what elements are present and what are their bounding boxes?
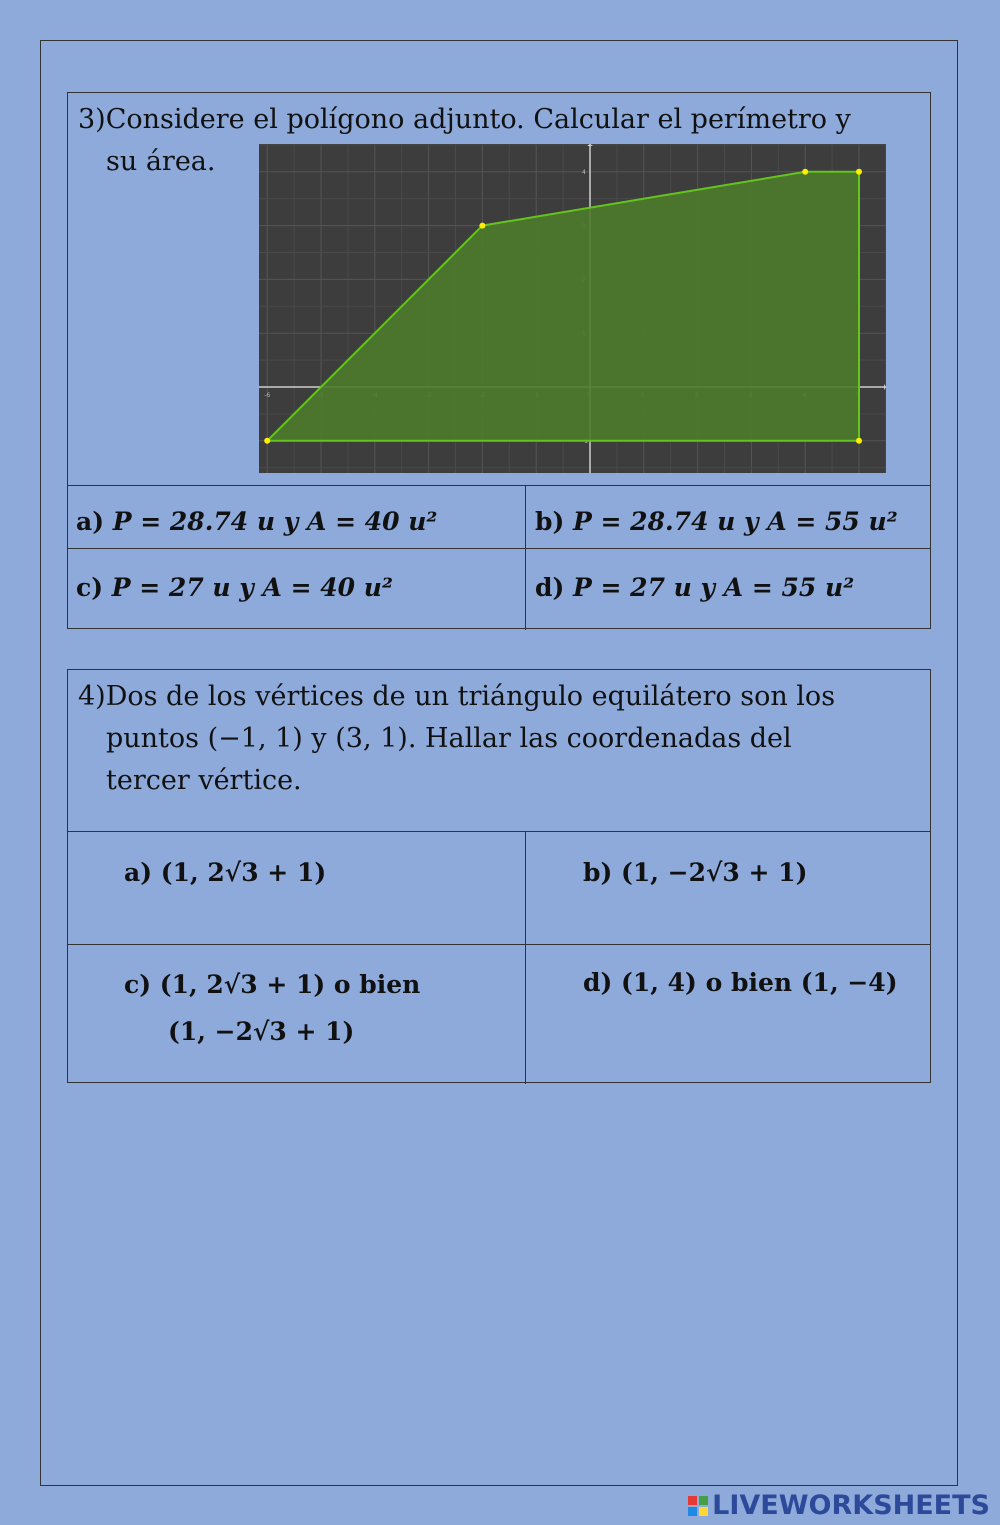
- option-label: d): [535, 573, 565, 602]
- polygon-vertex: [479, 223, 485, 229]
- liveworksheets-logo: [688, 1490, 990, 1521]
- option-text: (1, 2√3 + 1): [160, 858, 327, 887]
- divider: [68, 548, 930, 549]
- option-label: b): [583, 858, 613, 887]
- logo-icon: [688, 1496, 708, 1516]
- option-text: (1, −2√3 + 1): [621, 858, 808, 887]
- polygon-graph: [259, 144, 886, 473]
- logo-square: [688, 1496, 697, 1505]
- divider: [68, 944, 930, 945]
- logo-square: [699, 1496, 708, 1505]
- question-text-line: Considere el polígono adjunto. Calcular el perímetro y: [105, 104, 851, 135]
- option-b[interactable]: [583, 858, 807, 887]
- logo-square: [688, 1507, 697, 1516]
- option-c[interactable]: [76, 573, 393, 602]
- option-text: (1, 2√3 + 1) o bien: [159, 970, 421, 999]
- option-text: (1, 4) o bien (1, −4): [621, 968, 898, 997]
- question-text-line: su área.: [106, 146, 216, 177]
- question-number: 3): [78, 104, 106, 135]
- polygon-vertex: [802, 169, 808, 175]
- polygon-vertex: [856, 438, 862, 444]
- divider: [68, 485, 930, 486]
- question-text-line: Dos de los vértices de un triángulo equilátero son los: [105, 681, 836, 712]
- option-c[interactable]: [124, 970, 420, 999]
- question-4-text: [78, 676, 922, 802]
- option-c-continued[interactable]: [168, 1017, 354, 1046]
- polygon-graph-svg: [259, 144, 886, 473]
- x-tick-label: -6: [264, 392, 271, 399]
- option-text: (1, −2√3 + 1): [168, 1017, 355, 1046]
- brand-name: LIVEWORKSHEETS: [712, 1490, 990, 1521]
- option-text: P = 28.74 u y A = 55 u²: [573, 507, 898, 536]
- question-text-line: puntos (−1, 1) y (3, 1). Hallar las coordenadas del: [106, 723, 792, 754]
- question-text-line: tercer vértice.: [106, 765, 302, 796]
- question-3: [67, 92, 931, 629]
- option-label: d): [583, 968, 613, 997]
- divider: [525, 831, 526, 1084]
- option-d[interactable]: [583, 968, 898, 997]
- option-label: b): [535, 507, 565, 536]
- option-label: a): [124, 858, 153, 887]
- divider: [525, 485, 526, 630]
- option-d[interactable]: [535, 573, 854, 602]
- option-a[interactable]: [76, 507, 437, 536]
- option-b[interactable]: [535, 507, 898, 536]
- polygon-vertex: [264, 438, 270, 444]
- question-4: [67, 669, 931, 1083]
- option-text: P = 28.74 u y A = 40 u²: [112, 507, 438, 536]
- option-label: a): [76, 507, 105, 536]
- option-text: P = 27 u y A = 40 u²: [111, 573, 393, 602]
- option-a[interactable]: [124, 858, 326, 887]
- divider: [68, 831, 930, 832]
- option-label: c): [124, 970, 152, 999]
- option-label: c): [76, 573, 104, 602]
- y-tick-label: 4: [582, 168, 586, 176]
- logo-square: [699, 1507, 708, 1516]
- option-text: P = 27 u y A = 55 u²: [573, 573, 855, 602]
- polygon-vertex: [856, 169, 862, 175]
- question-number: 4): [78, 681, 106, 712]
